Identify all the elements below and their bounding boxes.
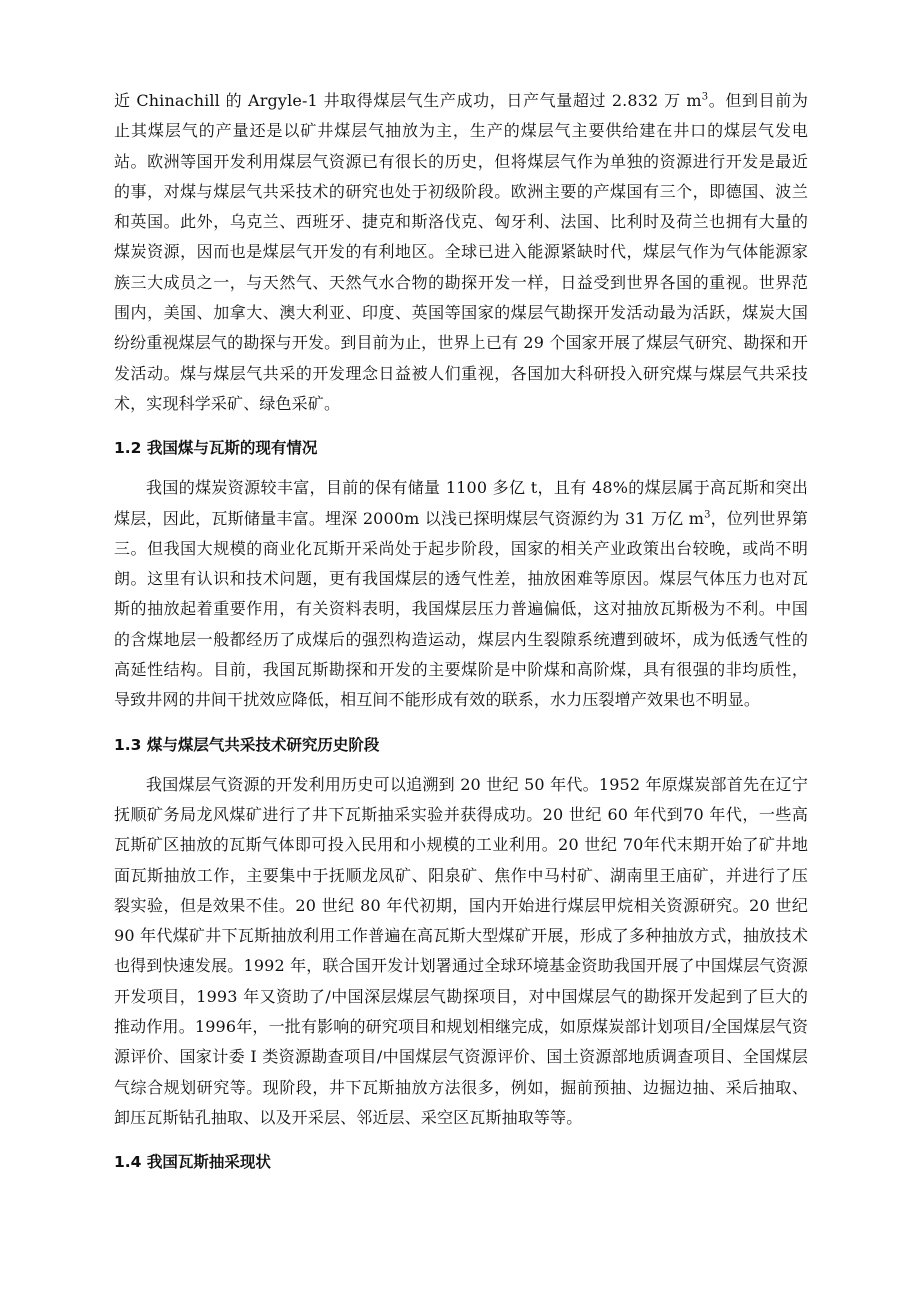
section-heading: 1.4 我国瓦斯抽采现状 — [114, 1153, 271, 1172]
paragraph-text: ，位列世界第三。但我国大规模的商业化瓦斯开采尚处于起步阶段，国家的相关产业政策出台较晚，或尚不明朗。这里有认识和技术问题，更有我国煤层的透气性差，抽放困难等原因。煤层气体压力也对瓦斯的抽放起着重要作用，有关资料表明，我国煤层压力普遍偏低，这对抽放瓦斯极为不利。中国的含煤地层一般都经历了成煤后的强烈构造运动，煤层内生裂隙系统遭到破坏，成为低透气性的高延性结构。目前，我国瓦斯勘探和开发的主要煤阶是中阶煤和高阶煤，具有很强的非均质性，导致井网的井间干扰效应降低，相互间不能形成有效的联系，水力压裂增产效果也不明显。 — [114, 508, 808, 710]
superscript: 3 — [701, 91, 709, 103]
section-heading: 1.3 煤与煤层气共采技术研究历史阶段 — [114, 735, 380, 754]
paragraph-text: 近 Chinachill 的 Argyle-1 井取得煤层气生产成功，日产气量超过 2.832 万 m — [114, 91, 702, 110]
body-paragraph — [114, 86, 808, 419]
body-paragraph: 我国煤层气资源的开发利用历史可以追溯到 20 世纪 50 年代。1952 年原煤炭部首先在辽宁抚顺矿务局龙风煤矿进行了井下瓦斯抽采实验并获得成功。20 世纪 60 年代到70 年代，一些高瓦斯矿区抽放的瓦斯气体即可投入民用和小规模的工业利用。20 世纪 70年代末期开始了矿井地面瓦斯抽放工作，主要集中于抚顺龙凤矿、阳泉矿、焦作中马村矿、湖南里王庙矿，并进行了压裂实验，但是效果不佳。20 世纪 80 年代初期，国内开始进行煤层甲烷相关资源研究。20 世纪 90 年代煤矿井下瓦斯抽放利用工作普遍在高瓦斯大型煤矿开展，形成了多种抽放方式，抽放技术也得到快速发展。1992 年，联合国开发计划署通过全球环境基金资助我国开展了中国煤层气资源开发项目，1993 年又资助了/中国深层煤层气勘探项目，对中国煤层气的勘探开发起到了巨大的推动作用。1996年，一批有影响的研究项目和规划相继完成，如原煤炭部计划项目/全国煤层气资源评价、国家计委 I 类资源勘查项目/中国煤层气资源评价、国土资源部地质调查项目、全国煤层气综合规划研究等。现阶段，井下瓦斯抽放方法很多，例如，掘前预抽、边掘边抽、采后抽取、卸压瓦斯钻孔抽取、以及开采层、邻近层、采空区瓦斯抽取等等。 — [114, 774, 808, 1127]
document-page — [114, 86, 808, 1177]
paragraph-text: 。但到目前为止其煤层气的产量还是以矿井煤层气抽放为主，生产的煤层气主要供给建在井口的煤层气发电站。欧洲等国开发利用煤层气资源已有很长的历史，但将煤层气作为单独的资源进行开发是最近的事，对煤与煤层气共采技术的研究也处于初级阶段。欧洲主要的产煤国有三个，即德国、波兰和英国。此外，乌克兰、西班牙、捷克和斯洛伐克、匈牙利、法国、比利时及荷兰也拥有大量的煤炭资源，因而也是煤层气开发的有利地区。全球已进入能源紧缺时代，煤层气作为气体能源家族三大成员之一，与天然气、天然气水合物的勘探开发一样，日益受到世界各国的重视。世界范围内，美国、加拿大、澳大利亚、印度、英国等国家的煤层气勘探开发活动最为活跃，煤炭大国纷纷重视煤层气的勘探与开发。到目前为止，世界上已有 29 个国家开展了煤层气研究、勘探和开发活动。煤与煤层气共采的开发理念日益被人们重视，各国加大科研投入研究煤与煤层气共采技术，实现科学采矿、绿色采矿。 — [114, 91, 808, 413]
paragraph-text: 我国的煤炭资源较丰富，目前的保有储量 1100 多亿 t，且有 48%的煤层属于高瓦斯和突出煤层，因此，瓦斯储量丰富。埋深 2000m 以浅已探明煤层气资源约为 31 万亿 m — [114, 478, 808, 528]
body-paragraph — [114, 473, 808, 715]
section-heading: 1.2 我国煤与瓦斯的现有情况 — [114, 439, 318, 458]
superscript: 3 — [704, 509, 711, 521]
